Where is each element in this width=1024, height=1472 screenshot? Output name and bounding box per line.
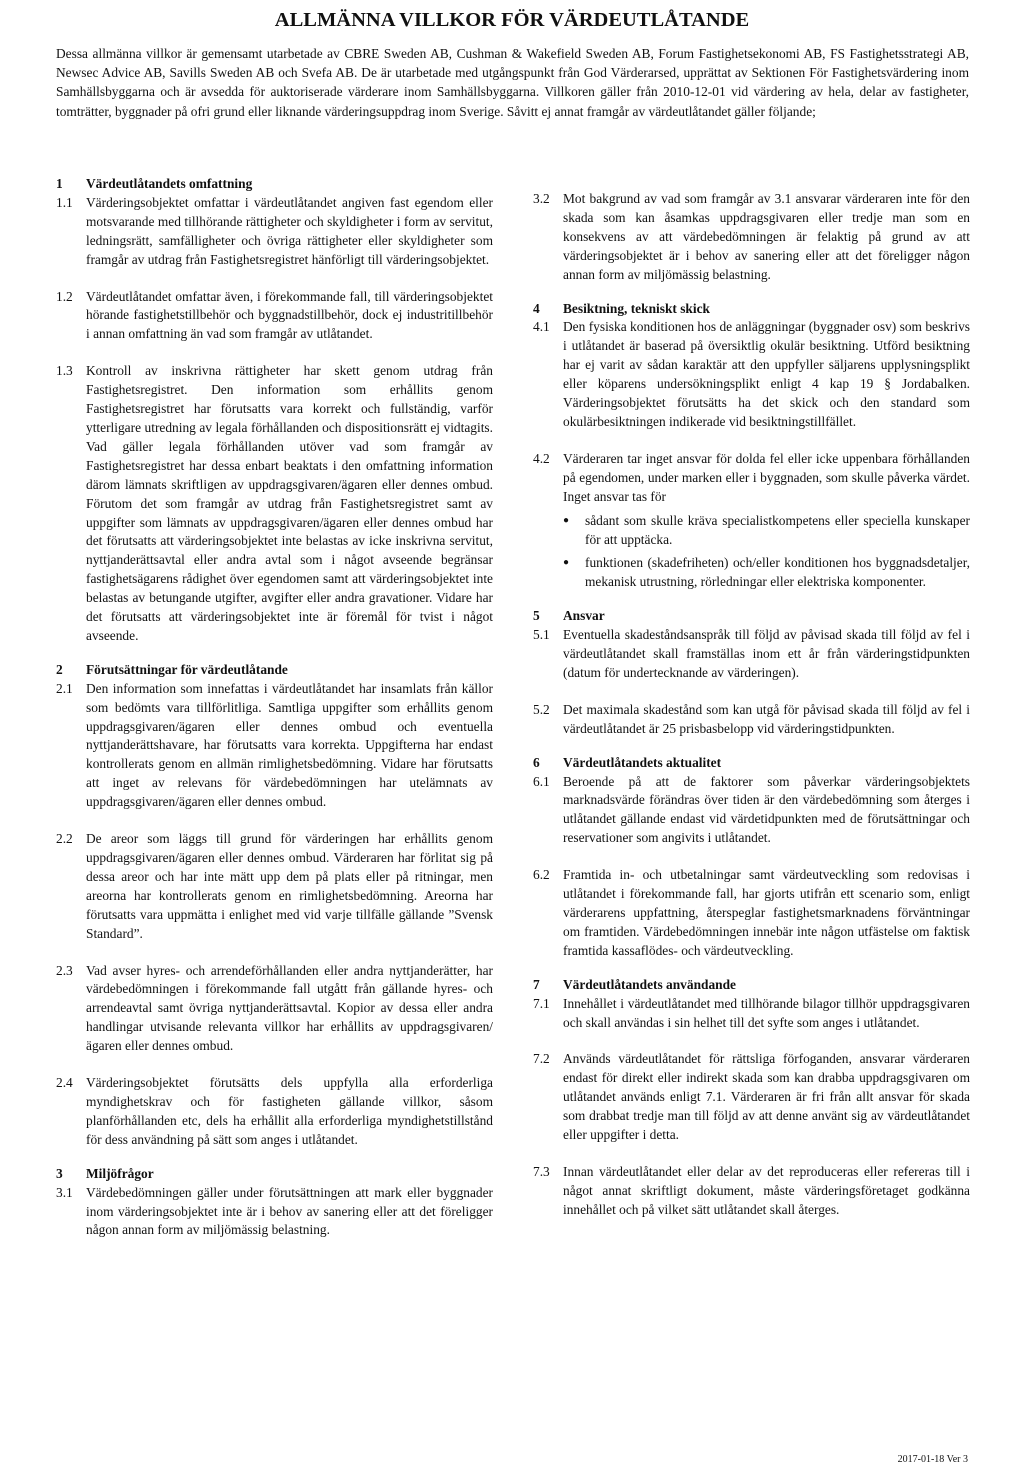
clause-text: Det maximala skadestånd som kan utgå för påvisad skada till följd av fel i värdeutlåtandet är 25 prisbasbelopp vid värderingstidpunkten. [563,701,970,736]
clause-number: 5.2 [533,701,550,717]
clause-number: 4.2 [533,450,550,466]
section-number: 3 [56,1165,63,1181]
clause [56,962,493,1057]
clause [56,1074,493,1150]
clause [56,194,493,270]
bullet-item [563,554,970,592]
clause-text: Vad avser hyres- och arrendeförhållanden eller andra nyttjanderätter, har värdebedömningen i förekommande fall utgått från gällande hyres- och arrendeavtal samt övriga nyttjanderättsavtal. Kopior av dessa eller andra handlingar utvisande relevanta villkor har erhållits av uppdragsgivaren/ägaren eller dennes ombud. [86,962,493,1054]
clause-number: 1.2 [56,288,73,304]
clause [56,830,493,943]
clause-number: 3.1 [56,1184,73,1200]
section-number: 5 [533,608,540,624]
section-7 [533,976,970,1220]
clause [533,773,970,849]
section-heading [533,300,970,319]
clause-number: 1.3 [56,363,73,379]
clause-text: Värderaren tar inget ansvar för dolda fel eller icke uppenbara förhållanden på egendomen, under marken eller i byggnaden, som skulle påverka värdet. Inget ansvar tas för [563,450,970,504]
page-title: ALLMÄNNA VILLKOR FÖR VÄRDEUTLÅTANDE [274,9,750,31]
clause-text: Den information som innefattas i värdeutlåtandet har insamlats från källor som bedömts vara tillförlitliga. Samtliga uppgifter som erhållits genom uppdragsgivaren/ägaren eller dennes ombud och eventuella nyttjanderättshavare, har förutsatts vara korrekta. Uppgifterna har endast kontrollerats genom en allmän rimlighetsbedömning. Vidare har förutsatts att inget av relevans för värdebedömningen har utelämnats av uppdragsgivaren/ägaren eller dennes ombud. [86,680,493,810]
clause-text: Värderingsobjektet omfattar i värdeutlåtandet angiven fast egendom eller motsvarande med tillhörande rättigheter och skyldigheter i form av servitut, ledningsrätt, samfälligheter och övriga rättigheter eller skyldigheter som framgår av utdrag från Fastighetsregistret hänförligt till värderingsobjektet. [86,194,493,267]
clause [533,995,970,1033]
section-title: Värdeutlåtandets aktualitet [563,754,722,770]
clause-number: 4.1 [533,319,550,335]
section-3 [56,1165,493,1241]
clause [533,190,970,285]
section-number: 2 [56,661,63,677]
bullet-text: sådant som skulle kräva specialistkompetens eller speciella kunskaper för att upptäcka. [585,512,970,547]
section-number: 6 [533,754,540,770]
section-number: 1 [56,176,63,191]
bullet-text: funktionen (skadefriheten) och/eller konditionen hos byggnadsdetaljer, mekanisk utrustning, rörledningar eller elektriska komponenter. [585,555,970,590]
section-number: 7 [533,976,540,992]
clause-text: Värderingsobjektet förutsätts dels uppfylla alla erforderliga myndighetskrav och för fastigheten gällande villkor, såsom planförhållanden etc, dels ha erhållit alla erforderliga myndighetstillstånd för dess användning på sätt som anges i utlåtandet. [86,1075,493,1147]
clause [533,701,970,739]
clause-text: Den fysiska konditionen hos de anläggningar (byggnader osv) som beskrivs i utlåtandet är baserad på översiktlig okulär besiktning. Utförd besiktning har ej varit av sådan karaktär att den uppfyller säljarens upplysningsplikt eller köparens undersökningsplikt enligt 4 kap 19 § Jordabalken. Värderingsobjektet förutsätts ha det skick och den standard som okulärbesiktningen indikerade vid besiktningstillfället. [563,319,970,429]
section-title: Värdeutlåtandets användande [563,976,736,992]
section-4 [533,300,970,593]
clause-text: Eventuella skadeståndsanspråk till följd av påvisad skada till följd av fel i värdeutlåtandet skall framställas inom ett år från värderingstidpunkten (datum för undertecknande av värderingen). [563,627,970,680]
section-number: 4 [533,300,540,316]
bullet-icon: ● [563,557,570,569]
section-5 [533,607,970,738]
clause-text: Används värdeutlåtandet för rättsliga förfoganden, ansvarar värderaren endast för direkt eller indirekt skada som kan drabba uppdragsgivaren om utlåtandet används enligt 7.1. Värderaren är fri från allt ansvar för skada som drabbat tredje man till följd av att denne använt sig av värdeutlåtandet eller uppgifter i detta. [563,1051,970,1143]
clause-text: Innan värdeutlåtandet eller delar av det reproduceras eller refereras till i något annat skriftligt dokument, måste värderingsföretaget godkänna innehållet och på vilket sätt utlåtandet skall återges. [563,1163,970,1217]
intro-paragraph: Dessa allmänna villkor är gemensamt utarbetade av CBRE Sweden AB, Cushman & Wakefield Sweden AB, Forum Fastighetsekonomi AB, FS Fastighetsstrategi AB, Newsec Advice AB, Savills Sweden AB och Svefa AB. De är utarbetade med utgångspunkt från God Värderarsed, upprättat av Sektionen För Fastighetsvärdering inom Samhällsbyggarna och är avsedda för auktoriserade värderare inom Samhällsbyggarna. Villkoren gäller från 2010-12-01 vid värdering av hela, delar av fastigheter, tomträtter, byggnader på ofri grund eller liknande värderingsuppdrag inom Sverige. Såvitt ej annat framgår av värdeutlåtandet gäller följande; [56,46,969,119]
clause-number: 1.1 [56,194,73,210]
section-title: Förutsättningar för värdeutlåtande [86,661,288,677]
bullet-list [563,512,970,593]
right-column [533,190,970,1235]
section-heading [56,1165,493,1184]
clause-text: Värdebedömningen gäller under förutsättningen att mark eller byggnader inom värderingsobjektet inte är i behov av sanering eller att det föreligger någon annan form av miljömässig belastning. [86,1184,493,1238]
clause-text: Värdeutlåtandet omfattar även, i förekommande fall, till värderingsobjektet hörande fastighetstillbehör och byggnadstillbehör, dock ej industritillbehör i annan omfattning än vad som framgår av utlåtandet. [86,288,493,342]
clause [56,362,493,646]
section-title: Besiktning, tekniskt skick [563,300,710,316]
section-heading [533,976,970,995]
clause-text: Mot bakgrund av vad som framgår av 3.1 ansvarar värderaren inte för den skada som kan åsamkas uppdragsgivaren eller tredje man som en konsekvens av att värdebedömningen är felaktig på grund av att värderingsobjektet är i behov av sanering eller att det föreligger någon annan form av miljömässig belastning. [563,191,970,282]
section-title: Ansvar [563,608,605,624]
clause [533,1163,970,1220]
section-6 [533,754,970,961]
clause [533,318,970,431]
clause-text: Framtida in- och utbetalningar samt värdeutveckling som redovisas i utlåtandet i förekommande fall, har gjorts utifrån ett scenario som, enligt värderarens uppfattning, återspeglar fastighetsmarknadens förväntningar om framtiden. Värdebedömningen innebär inte någon utfästelse om faktisk framtida kassaflödes- och värdeutveckling. [563,867,970,958]
clause-number: 5.1 [533,627,550,643]
clause [56,680,493,812]
clause-number: 2.1 [56,680,73,696]
bullet-icon: ● [563,514,570,526]
clause [533,450,970,592]
clause [533,866,970,961]
clause-number: 7.2 [533,1051,550,1067]
clause [56,288,493,345]
section-heading [533,607,970,626]
section-3-continued [533,190,970,285]
clause-text: De areor som läggs till grund för värderingen har erhållits genom uppdragsgivaren/ägaren eller dennes ombud. Värderaren har förlitat sig på dessa areor och har inte mätt upp dem på plats eller på ritningar, men areorna har kontrollerats genom en rimlighetsbedömning. Areorna har förutsatts vara uppmätta i enlighet med vid varje tillfälle gällande ”Svensk Standard”. [86,831,493,941]
clause-text: Beroende på att de faktorer som påverkar värderingsobjektets marknadsvärde förändras över tiden är den värdebedömning som återges i utlåtandet gällande endast vid värdetidpunkten med de förutsättningar och reservationer som angivits i utlåtandet. [563,773,970,846]
bullet-item [563,512,970,550]
clause-body [563,450,970,592]
section-title: Miljöfrågor [86,1165,154,1181]
clause-number: 2.3 [56,962,73,978]
clause-number: 2.2 [56,831,73,847]
section-heading [56,175,493,194]
clause [533,626,970,683]
clause-number: 3.2 [533,191,550,206]
clause-text: Innehållet i värdeutlåtandet med tillhörande bilagor tillhör uppdragsgivaren och skall användas i sin helhet till det syfte som anges i utlåtandet. [563,995,970,1030]
left-column [56,175,493,1255]
clause-number: 6.1 [533,773,550,789]
section-heading [533,754,970,773]
clause-number: 7.1 [533,995,550,1011]
section-heading [56,661,493,680]
section-2 [56,661,493,1150]
clause-number: 2.4 [56,1075,73,1091]
section-1 [56,175,493,646]
clause-text: Kontroll av inskrivna rättigheter har skett genom utdrag från Fastighetsregistret. Den information som erhållits genom Fastighetsregistret har förutsatts vara korrekt och fullständig, varför ytterligare utredning av legala förhållanden och dispositionsrätt ej vidtagits. Vad gäller legala förhållanden utöver vad som framgår av Fastighetsregistret har dessa enbart beaktats i den omfattning information därom lämnats skriftligen av uppdragsgivaren/ägaren eller dennes ombud. Förutom det som framgår av utdrag från Fastighetsregistret samt av uppgifter som lämnats av uppdragsgivaren/ägaren eller dennes ombud har det förutsatts att värderingsobjektet inte belastas av icke inskrivna servitut, nyttjanderättsavtal eller andra avtal som i något avseende begränsar fastighetsägarens rådighet över egendomen samt att värderingsobjektet inte belastas av betungande utgifter, avgifter eller andra gravationer. Vidare har det förutsatts att värderingsobjektet inte är föremål för tvist i något avseende. [86,363,493,643]
section-title: Värdeutlåtandets omfattning [86,176,253,191]
clause-number: 7.3 [533,1163,550,1179]
version-footer: 2017-01-18 Ver 3 [897,1454,968,1465]
clause [533,1050,970,1145]
clause-number: 6.2 [533,867,550,883]
clause [56,1184,493,1241]
